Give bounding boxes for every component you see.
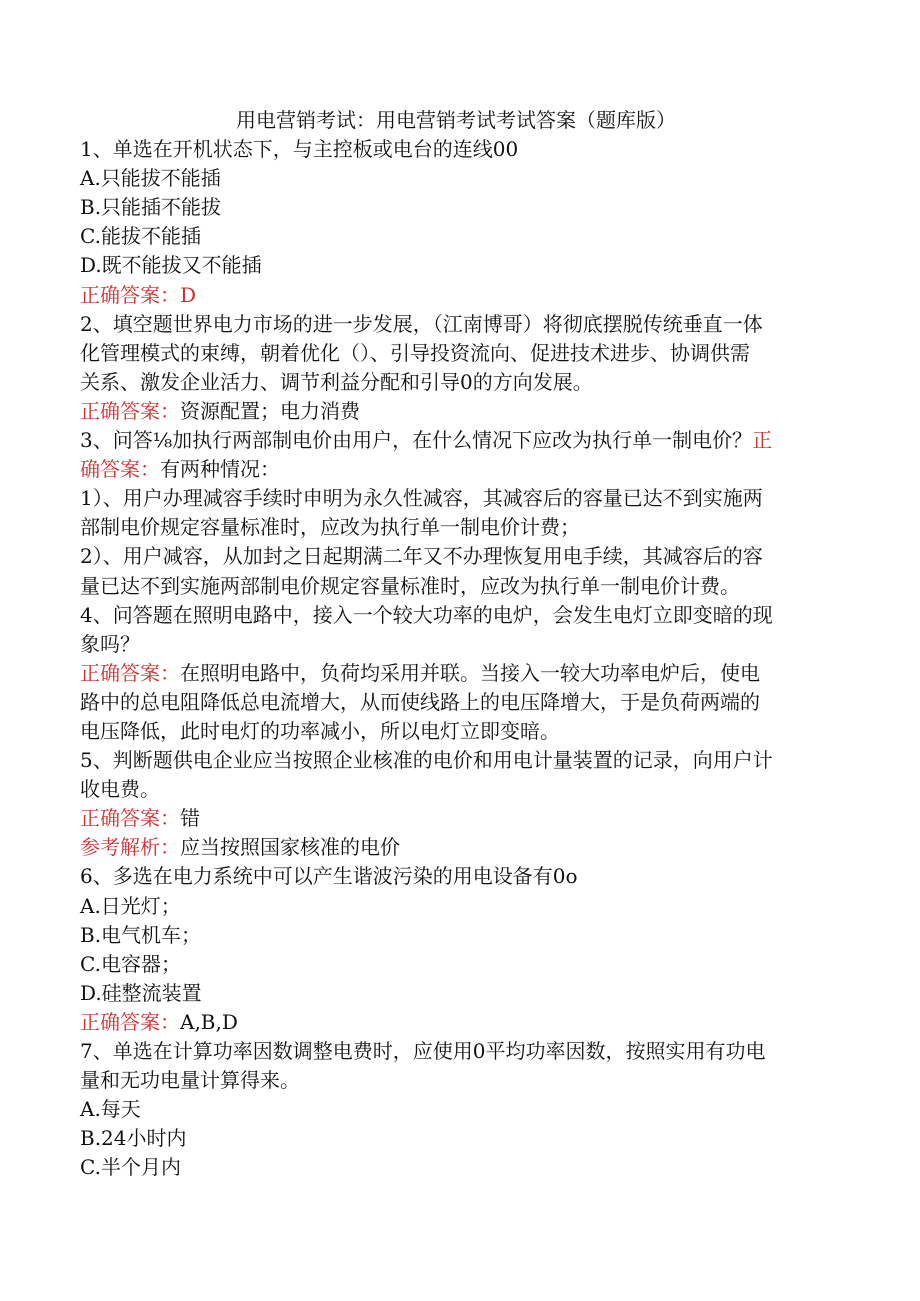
option-b: B.电气机车； (80, 922, 202, 947)
answer-value: 在照明电路中，负荷均采用并联。当接入一较大功率电炉后，使电 (180, 660, 760, 685)
analysis-value: 应当按照国家核准的电价 (180, 835, 400, 860)
document-page (80, 106, 832, 1182)
question-4-line-2: 象吗？ (80, 631, 140, 656)
question-3-line-2 (80, 455, 832, 484)
option-c: C.半个月内 (80, 1155, 181, 1180)
answer-q3-item-2-line-1: 2）、用户减容，从加封之日起期满二年又不办理恢复用电手续，其减容后的容 (80, 544, 763, 569)
option-a: A.日光灯； (80, 893, 181, 918)
question-7-line-1: 7、单选在计算功率因数调整电费时，应使用0平均功率因数，按照实用有功电 (80, 1039, 766, 1063)
answer-q4-line-2: 路中的总电阻降低总电流增大，从而使线路上的电压降增大，于是负荷两端的 (80, 689, 760, 714)
answer-q3-item-1-line-1: 1）、用户办理减容手续时申明为永久性减容，其减容后的容量已达不到实施两 (80, 486, 763, 511)
option-d: D.硅整流装置 (80, 980, 202, 1005)
answer-value: A,B,D (180, 1009, 238, 1034)
question-7-line-2: 量和无功电量计算得来。 (80, 1068, 300, 1093)
question-5-line-1: 5、判断题供电企业应当按照企业核准的电价和用电计量装置的记录，向用户计 (80, 748, 773, 773)
answer-label-inline-rest: 确答案： (80, 457, 160, 482)
option-b: B.24小时内 (80, 1126, 187, 1151)
answer-label: 正确答案： (80, 282, 180, 307)
answer-q5 (80, 804, 832, 833)
answer-q3-item-1-line-2: 部制电价规定容量标准时，应改为执行单一制电价计费； (80, 515, 580, 540)
answer-value: D (180, 282, 197, 307)
answer-value: 有两种情况： (160, 457, 280, 482)
question-3-text: 3、问答⅛加执行两部制电价由用户，在什么情况下应改为执行单一制电价？ (80, 428, 753, 453)
option-d: D.既不能拔又不能插 (80, 253, 262, 278)
question-5-line-2: 收电费。 (80, 777, 160, 802)
question-2-line-1: 2、填空题世界电力市场的进一步发展，（江南博哥）将彻底摆脱传统垂直一体 (80, 311, 763, 336)
analysis-q5 (80, 833, 832, 862)
question-2-line-2: 化管理模式的束缚，朝着优化（）、引导投资流向、促进技术进步、协调供需 (80, 340, 750, 365)
option-a: A.每天 (80, 1097, 141, 1122)
question-2-line-3: 关系、激发企业活力、调节利益分配和引导0的方向发展。 (80, 369, 593, 394)
question-1: 1、单选在开机状态下，与主控板或电台的连线00 (80, 137, 519, 162)
option-c: C.能拔不能插 (80, 224, 201, 249)
answer-q6 (80, 1008, 832, 1037)
option-c: C.电容器； (80, 951, 181, 976)
analysis-label: 参考解析： (80, 835, 180, 860)
answer-label: 正确答案： (80, 1009, 180, 1034)
question-6: 6、多选在电力系统中可以产生谐波污染的用电设备有0o (80, 864, 578, 889)
answer-q2 (80, 397, 832, 426)
answer-q3-item-2-line-2: 量已达不到实施两部制电价规定容量标准时，应改为执行单一制电价计费。 (80, 573, 740, 598)
question-3-line-1 (80, 426, 832, 455)
answer-label: 正确答案： (80, 398, 180, 423)
answer-label: 正确答案： (80, 660, 180, 685)
answer-label: 正确答案： (80, 806, 180, 831)
answer-value: 资源配置；电力消费 (180, 398, 360, 423)
answer-label-inline-prefix: 正 (752, 428, 773, 453)
answer-value: 错 (180, 806, 200, 831)
answer-q4-line-3: 电压降低，此时电灯的功率减小，所以电灯立即变暗。 (80, 718, 560, 743)
document-title: 用电营销考试：用电营销考试考试答案（题库版） (236, 108, 676, 132)
answer-q4-line-1 (80, 659, 832, 688)
option-a: A.只能拔不能插 (80, 166, 221, 191)
option-b: B.只能插不能拔 (80, 195, 222, 220)
answer-q1 (80, 281, 832, 310)
question-4-line-1: 4、问答题在照明电路中，接入一个较大功率的电炉，会发生电灯立即变暗的现 (80, 602, 773, 627)
